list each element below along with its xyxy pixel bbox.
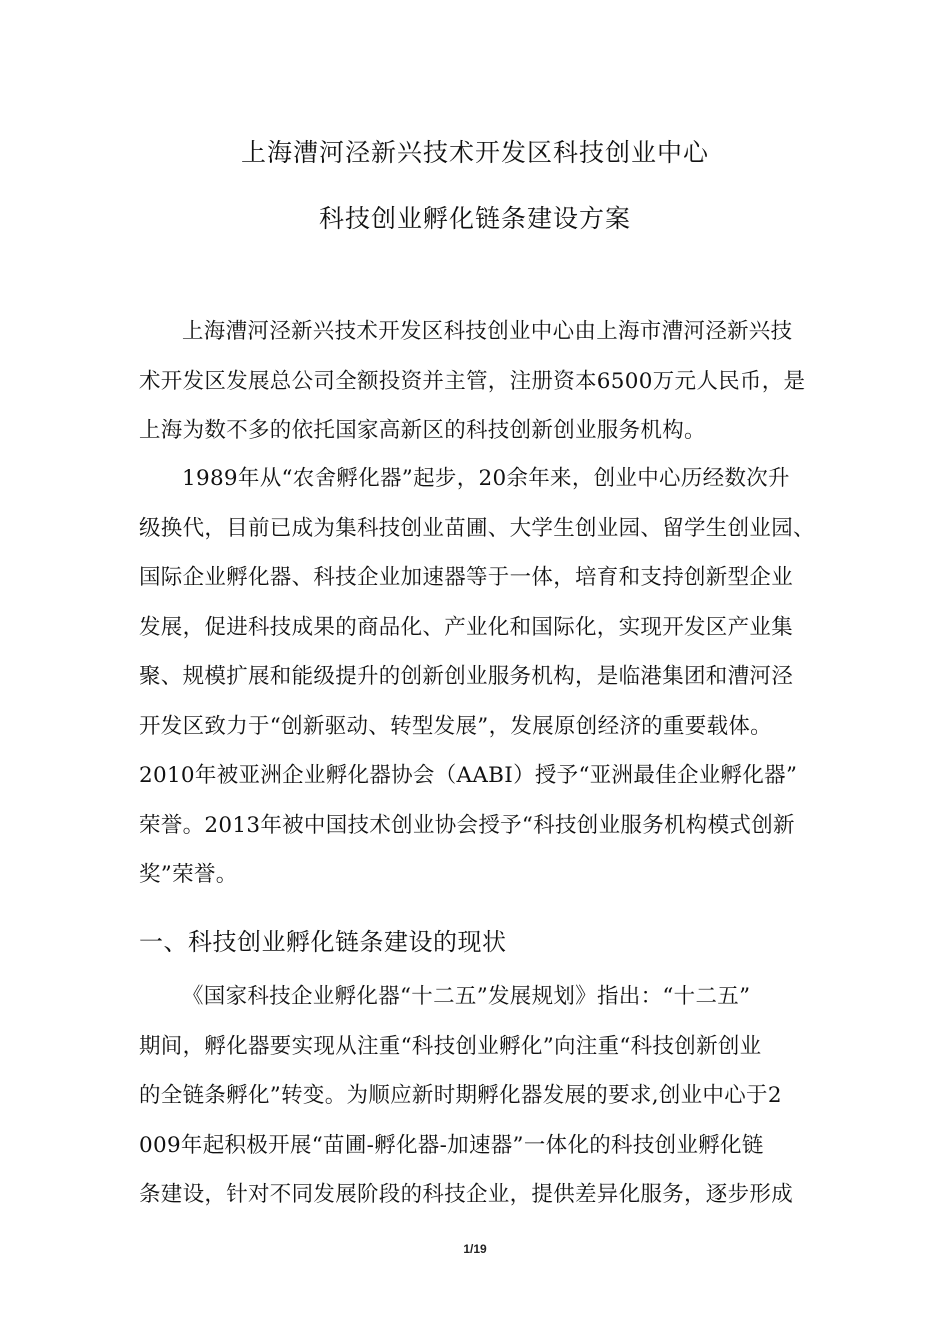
paragraph-line: 国际企业孵化器、科技企业加速器等于一体，培育和支持创新型企业 — [139, 565, 794, 590]
paragraph-line: 2010年被亚洲企业孵化器协会（AABI）授予“亚洲最佳企业孵化器” — [139, 763, 798, 788]
paragraph-line: 开发区致力于“创新驱动、转型发展”，发展原创经济的重要载体。 — [139, 713, 772, 739]
paragraph-line: 聚、规模扩展和能级提升的创新创业服务机构，是临港集团和漕河泾 — [139, 664, 794, 689]
document-subtitle: 科技创业孵化链条建设方案 — [318, 204, 631, 233]
paragraph-line: 1989年从“农舍孵化器”起步，20余年来，创业中心历经数次升 — [182, 466, 790, 491]
paragraph-line: 上海漕河泾新兴技术开发区科技创业中心由上海市漕河泾新兴技 — [182, 319, 793, 344]
paragraph-line: 009年起积极开展“苗圃-孵化器-加速器”一体化的科技创业孵化链 — [139, 1132, 764, 1158]
paragraph-line: 荣誉。2013年被中国技术创业协会授予“科技创业服务机构模式创新 — [139, 812, 795, 838]
paragraph-line: 发展，促进科技成果的商品化、产业化和国际化，实现开发区产业集 — [139, 614, 794, 640]
paragraph-line: 条建设，针对不同发展阶段的科技企业，提供差异化服务，逐步形成 — [139, 1182, 794, 1207]
paragraph-line: 级换代，目前已成为集科技创业苗圃、大学生创业园、留学生创业园、 — [139, 515, 815, 541]
paragraph-status — [139, 972, 829, 1220]
document-title: 上海漕河泾新兴技术开发区科技创业中心 — [240, 138, 709, 167]
paragraph-line: 奖”荣誉。 — [139, 862, 238, 887]
paragraph-line: 《国家科技企业孵化器“十二五”发展规划》指出：“十二五” — [182, 984, 751, 1009]
paragraph-line: 期间，孵化器要实现从注重“科技创业孵化”向注重“科技创新创业 — [139, 1033, 762, 1059]
section-heading: 一、科技创业孵化链条建设的现状 — [139, 928, 507, 956]
page-number: 1/19 — [463, 1242, 487, 1256]
paragraph-intro — [139, 307, 829, 456]
paragraph-line: 的全链条孵化”转变。为顺应新时期孵化器发展的要求,创业中心于2 — [139, 1083, 782, 1108]
paragraph-line: 上海为数不多的依托国家高新区的科技创新创业服务机构。 — [139, 418, 706, 443]
paragraph-history — [139, 454, 829, 900]
paragraph-line: 术开发区发展总公司全额投资并主管，注册资本6500万元人民币，是 — [139, 368, 806, 394]
